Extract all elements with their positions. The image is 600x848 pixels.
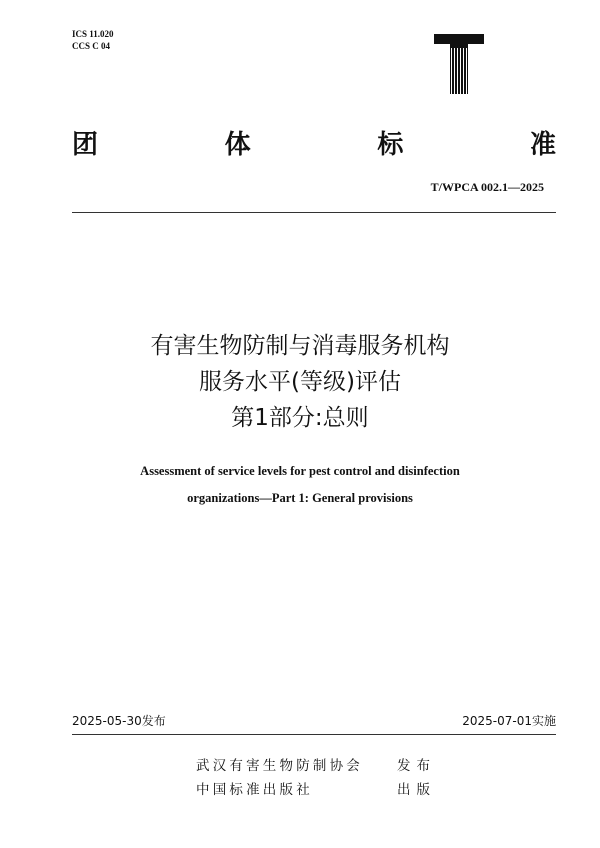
chinese-title: [0, 328, 600, 436]
standard-type-char: 体: [224, 129, 251, 160]
publisher-role: 出版: [397, 782, 436, 798]
top-divider: [72, 212, 556, 213]
implementation-date: 2025-07-01实施: [462, 714, 556, 728]
standard-type-title: [72, 122, 556, 162]
standard-number: T/WPCA 002.1—2025: [430, 180, 544, 194]
publisher-row: [196, 778, 436, 802]
classification-codes: [72, 28, 114, 52]
ics-code: ICS 11.020: [72, 29, 114, 39]
chinese-title-line3: 第1部分:总则: [231, 405, 369, 431]
bottom-divider: [72, 734, 556, 735]
standard-type-char: 团: [72, 129, 99, 160]
publisher-role: 发布: [397, 758, 436, 774]
standard-type-mark: [428, 30, 490, 96]
issue-date: 2025-05-30发布: [72, 714, 166, 728]
english-title: [0, 458, 600, 512]
publisher-row: [196, 754, 436, 778]
publisher-block: [196, 754, 436, 802]
standard-type-char: 标: [377, 129, 404, 160]
publisher-name: 中国标准出版社: [196, 782, 313, 798]
chinese-title-line1: 有害生物防制与消毒服务机构: [150, 333, 450, 359]
standard-type-char: 准: [529, 129, 556, 160]
english-title-line2: organizations—Part 1: General provisions: [187, 491, 413, 505]
ccs-code: CCS C 04: [72, 41, 111, 51]
chinese-title-line2: 服务水平(等级)评估: [199, 369, 401, 395]
english-title-line1: Assessment of service levels for pest control and disinfection: [140, 464, 460, 478]
publisher-name: 武汉有害生物防制协会: [196, 758, 363, 774]
